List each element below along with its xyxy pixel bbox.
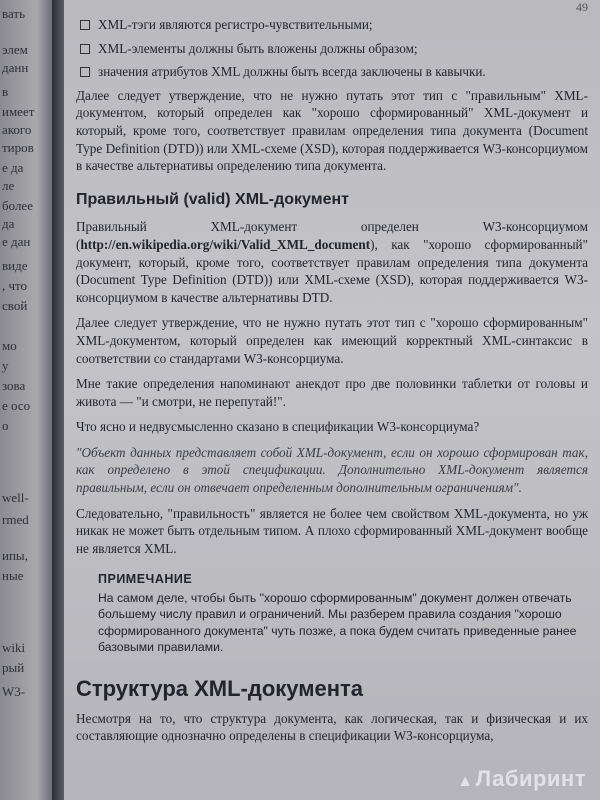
paragraph: Далее следует утверждение, что не нужно путать этот тип с "правильным" XML-документом, который определен как "хорошо сформированный" XML-документ и который, кроме того, соответствует правилам определения типа документа (Document Type Definition (DTD)) или XML-схеме (XSD), которая поддерживается W3-консорциумом в качестве альтернативы определению типа документа. <box>76 87 588 174</box>
paragraph: Мне такие определения напоминают анекдот про две половинки таблетки от головы и живота — "и смотри, не перепутай!". <box>76 376 588 409</box>
left-page-fragment: рый <box>2 660 25 675</box>
paragraph-text: ), как "хорошо сформированный" документ, который, кроме того, соответствует правилам определения типа документа (Document Type Definition (DTD)) или XML-схеме (XSD), которая поддерживается W3-консорциумом в качестве альтернативы DTD. <box>76 236 588 305</box>
paragraph: Следовательно, "правильность" является не более чем свойством XML-документа, но уж никак не может быть отдельным типом. А плохо сформированный XML-документ вообще не является XML. <box>76 505 588 556</box>
left-page-fragment: имеет <box>2 104 35 119</box>
note-text: На самом деле, чтобы быть "хорошо сформированным" документ должен отвечать большему числу правил и ограничений. Мы разберем правила создания "хорошо сформированного документа" чуть позже, а пока будем считать приведенные ранее базовыми правилами. <box>98 590 577 655</box>
list-item: XML-элементы должны быть вложены должны образом; <box>76 40 588 58</box>
list-item: XML-тэги являются регистро-чувствительными; <box>76 16 588 34</box>
left-page-fragment: ные <box>2 568 24 583</box>
left-page-fragment: зова <box>2 378 26 393</box>
left-page-fragment: о <box>2 418 9 433</box>
section-heading: Правильный (valid) XML-документ <box>76 190 349 208</box>
wiki-link[interactable]: http://en.wikipedia.org/wiki/Valid_XML_document <box>80 236 371 252</box>
paragraph: Что ясно и недвусмысленно сказано в спецификации W3-консорциума? <box>76 419 480 435</box>
page-number: 49 <box>576 0 588 14</box>
rules-list <box>76 16 588 81</box>
left-page-edge <box>0 0 52 800</box>
left-page-fragment: в <box>2 84 9 99</box>
left-page-fragment: е дан <box>2 234 31 249</box>
left-page-fragment: акого <box>2 122 32 137</box>
left-page-fragment: , что <box>2 278 28 293</box>
labirint-logo-icon: ▲ <box>457 773 474 790</box>
watermark-text: Лабиринт <box>475 766 586 791</box>
paragraph: Далее следует утверждение, что не нужно путать этот тип с "хорошо сформированным" XML-документом, который определен как имеющий корректный XML-синтаксис в соответствии со стандартами W3-консорциума. <box>76 315 588 366</box>
left-page-fragment: W3- <box>2 684 26 699</box>
left-page-fragment: элем <box>2 42 28 57</box>
note-title: ПРИМЕЧАНИЕ <box>98 572 193 587</box>
book-page <box>64 0 600 800</box>
left-page-fragment: rmed <box>2 512 29 527</box>
list-item: значения атрибутов XML должны быть всегда заключены в кавычки. <box>76 63 588 81</box>
paragraph-text: Правильный XML-документ определен W3-консорциумом ( <box>76 219 588 252</box>
page-content <box>76 6 588 753</box>
watermark <box>457 766 586 792</box>
left-page-fragment: тиров <box>2 140 34 155</box>
left-page-fragment: свой <box>2 298 28 313</box>
left-page-fragment: вать <box>2 6 26 21</box>
chapter-heading: Структура XML-документа <box>76 675 364 701</box>
paragraph <box>76 218 588 306</box>
left-page-fragment: виде <box>2 258 28 273</box>
left-page-fragment: данн <box>2 60 29 75</box>
left-page-fragment: wiki <box>2 640 26 655</box>
paragraph: Несмотря на то, что структура документа, как логическая, так и физическая и их составляющие однозначно определены в спецификации W3-консорциума, <box>76 710 588 744</box>
book-gutter <box>52 0 64 800</box>
left-page-fragment: ипы, <box>2 548 28 563</box>
left-page-fragment: well- <box>2 490 29 505</box>
spec-quote: "Объект данных представляет собой XML-документ, если он хорошо сформирован так, как определено в этой спецификации. Дополнительно XML-документ является правильным, если он отвечает определенным дополнительным ограничениям". <box>76 444 588 496</box>
left-page-fragment: ле <box>2 178 15 193</box>
left-page-fragment: более <box>2 198 33 213</box>
left-page-fragment: е осо <box>2 398 31 413</box>
left-page-fragment: мо <box>2 338 17 353</box>
left-page-fragment: у <box>2 358 9 373</box>
left-page-fragment: е да <box>2 160 24 175</box>
note-box <box>98 571 588 656</box>
left-page-fragment: да <box>2 216 15 231</box>
